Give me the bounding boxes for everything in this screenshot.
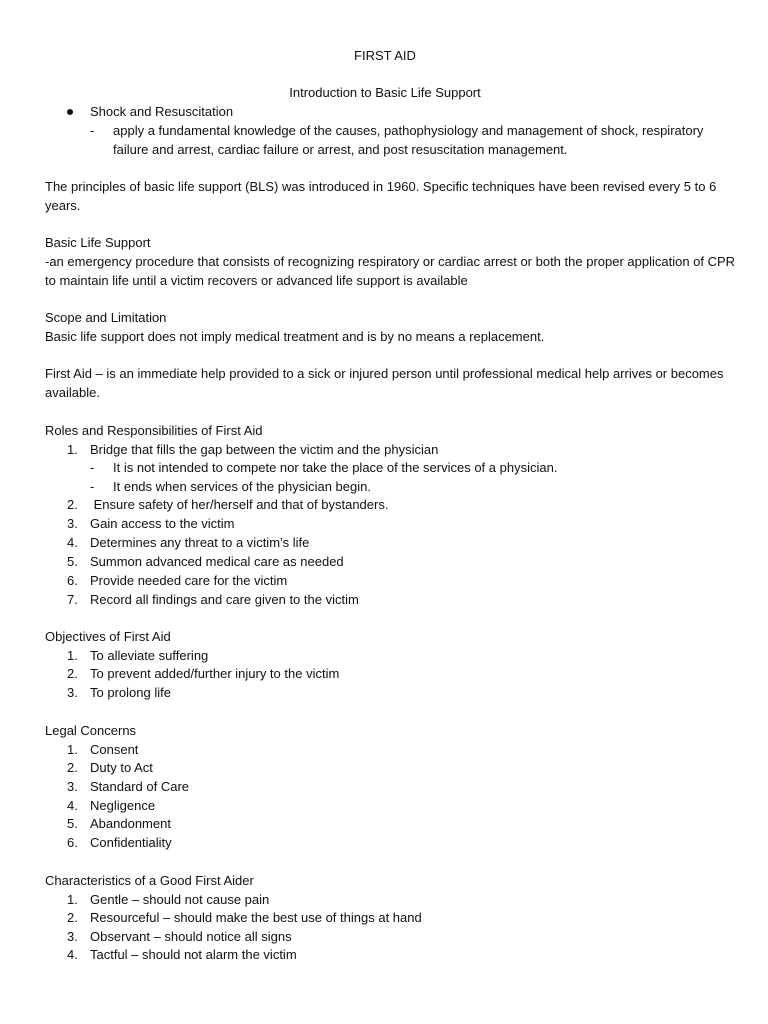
list-number: 5. [67, 554, 78, 569]
list-number: 3. [67, 929, 78, 944]
list-number: 4. [67, 535, 78, 550]
list-text: Observant – should notice all signs [90, 929, 292, 944]
list-number: 6. [67, 835, 78, 850]
list-text: Consent [90, 742, 139, 757]
list-text: Gentle – should not cause pain [90, 892, 270, 907]
first-aid-def-line1: First Aid – is an immediate help provided to a sick or injured person until professional medical help arrives or becomes [45, 366, 724, 381]
dash-marker: - [90, 460, 95, 475]
list-number: 1. [67, 648, 78, 663]
list-text: Bridge that fills the gap between the victim and the physician [90, 442, 439, 457]
list-text: Determines any threat to a victim’s life [90, 535, 310, 550]
list-number: 6. [67, 573, 78, 588]
dash-marker: - [90, 123, 95, 138]
sub-list-text: It ends when services of the physician begin. [113, 479, 371, 494]
list-text: Duty to Act [90, 760, 153, 775]
roles-heading: Roles and Responsibilities of First Aid [45, 423, 263, 438]
list-number: 4. [67, 947, 78, 962]
document-title: FIRST AID [354, 48, 416, 63]
list-text: Record all findings and care given to the victim [90, 592, 359, 607]
dash-marker: - [90, 479, 95, 494]
scope-text: Basic life support does not imply medical treatment and is by no means a replacement. [45, 329, 545, 344]
list-text: Ensure safety of her/herself and that of bystanders. [90, 497, 389, 512]
objectives-heading: Objectives of First Aid [45, 629, 171, 644]
list-text: To prolong life [90, 685, 171, 700]
list-text: Abandonment [90, 816, 171, 831]
legal-heading: Legal Concerns [45, 723, 137, 738]
bullet-subitem-line1: apply a fundamental knowledge of the causes, pathophysiology and management of shock, respiratory [113, 123, 704, 138]
list-number: 4. [67, 798, 78, 813]
list-text: Summon advanced medical care as needed [90, 554, 344, 569]
list-text: To prevent added/further injury to the victim [90, 666, 340, 681]
list-number: 3. [67, 685, 78, 700]
bls-def-line1: -an emergency procedure that consists of recognizing respiratory or cardiac arrest or both the proper application of CPR [45, 254, 736, 269]
sub-list-text: It is not intended to compete nor take the place of the services of a physician. [113, 460, 558, 475]
list-number: 2. [67, 666, 78, 681]
first-aid-def-line2: available. [45, 385, 100, 400]
bls-history-line2: years. [45, 198, 81, 213]
list-text: Resourceful – should make the best use of things at hand [90, 910, 422, 925]
characteristics-heading: Characteristics of a Good First Aider [45, 873, 254, 888]
list-number: 3. [67, 779, 78, 794]
bls-def-line2: to maintain life until a victim recovers or advanced life support is available [45, 273, 468, 288]
bullet-dot-icon [67, 109, 73, 115]
list-text: Provide needed care for the victim [90, 573, 288, 588]
list-number: 7. [67, 592, 78, 607]
list-text: Gain access to the victim [90, 516, 235, 531]
bls-history-line1: The principles of basic life support (BLS) was introduced in 1960. Specific techniques have been revised every 5 to 6 [45, 179, 717, 194]
list-number: 3. [67, 516, 78, 531]
list-text: Confidentiality [90, 835, 172, 850]
list-number: 5. [67, 816, 78, 831]
scope-heading: Scope and Limitation [45, 310, 167, 325]
list-text: Tactful – should not alarm the victim [90, 947, 297, 962]
list-text: Standard of Care [90, 779, 190, 794]
document-subtitle: Introduction to Basic Life Support [289, 85, 481, 100]
list-number: 2. [67, 910, 78, 925]
list-text: To alleviate suffering [90, 648, 209, 663]
list-text: Negligence [90, 798, 156, 813]
list-number: 1. [67, 742, 78, 757]
bls-heading: Basic Life Support [45, 235, 151, 250]
list-number: 2. [67, 497, 78, 512]
bullet-subitem-line2: failure and arrest, cardiac failure or arrest, and post resuscitation management. [113, 142, 568, 157]
bullet-label: Shock and Resuscitation [90, 104, 234, 119]
list-number: 2. [67, 760, 78, 775]
list-number: 1. [67, 442, 78, 457]
list-number: 1. [67, 892, 78, 907]
